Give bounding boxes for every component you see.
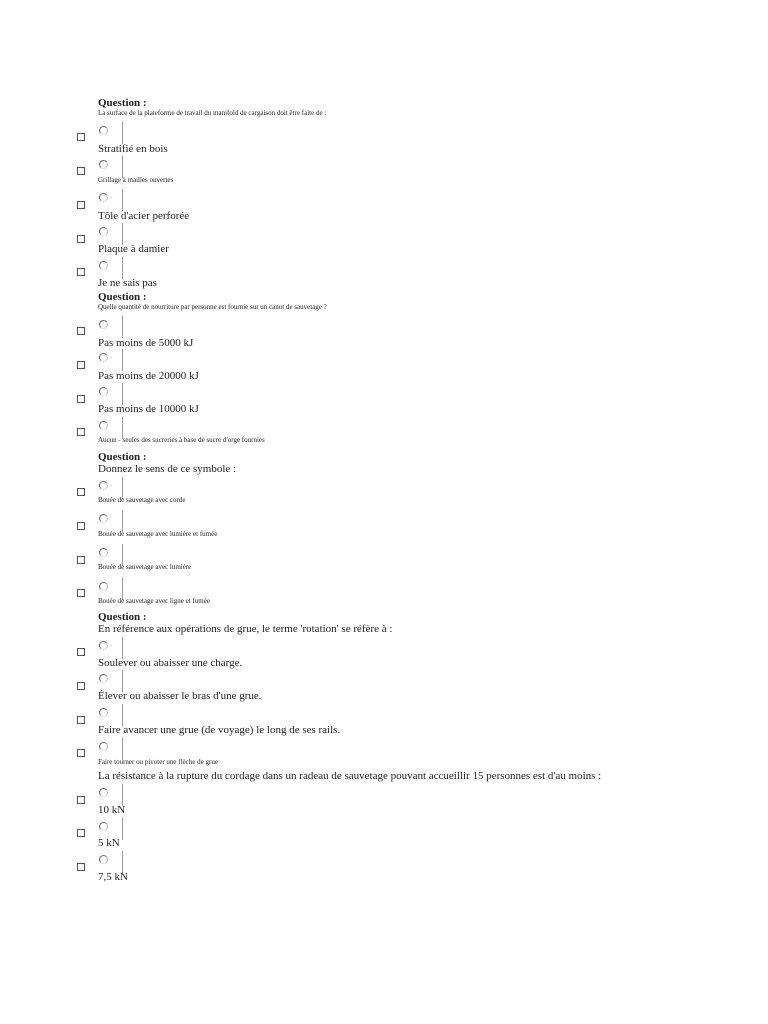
question-5-option-3: 7,5 kN — [98, 871, 128, 883]
question-1-option-4: Plaque à damier — [98, 243, 169, 255]
option-checkbox[interactable] — [77, 488, 85, 496]
option-divider — [122, 784, 123, 806]
option-checkbox[interactable] — [77, 829, 85, 837]
option-checkbox[interactable] — [77, 716, 85, 724]
radio-button[interactable] — [99, 193, 108, 202]
option-divider — [122, 704, 123, 726]
question-2-prompt: Quelle quantité de nourriture par personne est fournie sur un canot de sauvetage ? — [98, 303, 327, 311]
option-divider — [122, 349, 123, 371]
radio-button[interactable] — [99, 261, 108, 270]
question-1-option-2: Grillage à mailles ouvertes — [98, 176, 174, 184]
option-checkbox[interactable] — [77, 749, 85, 757]
option-checkbox[interactable] — [77, 268, 85, 276]
radio-button[interactable] — [99, 353, 108, 362]
question-3-prompt: Donnez le sens de ce symbole : — [98, 463, 237, 475]
option-divider — [122, 189, 123, 211]
option-checkbox[interactable] — [77, 648, 85, 656]
option-divider — [122, 851, 123, 873]
question-5-prompt: La résistance à la rupture du cordage dans un radeau de sauvetage pouvant accueillir 15 personnes est d'au moins : — [98, 770, 602, 782]
option-divider — [122, 223, 123, 245]
question-2-option-4: Aucun - seules des sucreries à base de sucre d'orge fournies — [98, 436, 265, 444]
radio-button[interactable] — [99, 387, 108, 396]
radio-button[interactable] — [99, 641, 108, 650]
question-2-label: Question : — [98, 291, 147, 303]
question-4-option-2: Élever ou abaisser le bras d'une grue. — [98, 690, 262, 702]
option-divider — [122, 637, 123, 659]
option-checkbox[interactable] — [77, 682, 85, 690]
question-4-option-3: Faire avancer une grue (de voyage) le long de ses rails. — [98, 724, 341, 736]
question-4-option-4: Faire tourner ou pivoter une flèche de grue — [98, 758, 218, 766]
radio-button[interactable] — [99, 421, 108, 430]
question-2-option-1: Pas moins de 5000 kJ — [98, 337, 194, 349]
option-checkbox[interactable] — [77, 167, 85, 175]
radio-button[interactable] — [99, 582, 108, 591]
option-divider — [122, 510, 123, 532]
option-divider — [122, 257, 123, 279]
option-checkbox[interactable] — [77, 556, 85, 564]
radio-button[interactable] — [99, 227, 108, 236]
radio-button[interactable] — [99, 855, 108, 864]
radio-button[interactable] — [99, 320, 108, 329]
option-checkbox[interactable] — [77, 201, 85, 209]
option-checkbox[interactable] — [77, 428, 85, 436]
question-1-label: Question : — [98, 97, 147, 109]
option-checkbox[interactable] — [77, 863, 85, 871]
radio-button[interactable] — [99, 481, 108, 490]
radio-button[interactable] — [99, 548, 108, 557]
option-divider — [122, 738, 123, 760]
option-checkbox[interactable] — [77, 361, 85, 369]
radio-button[interactable] — [99, 788, 108, 797]
radio-button[interactable] — [99, 514, 108, 523]
question-1-option-5: Je ne sais pas — [98, 277, 157, 289]
radio-button[interactable] — [99, 742, 108, 751]
radio-button[interactable] — [99, 708, 108, 717]
question-3-option-1: Bouée de sauvetage avec corde — [98, 496, 186, 504]
option-checkbox[interactable] — [77, 589, 85, 597]
question-3-option-2: Bouée de sauvetage avec lumière et fumée — [98, 530, 218, 538]
option-divider — [122, 156, 123, 178]
option-checkbox[interactable] — [77, 796, 85, 804]
question-1-option-1: Stratifié en bois — [98, 143, 168, 155]
question-2-option-2: Pas moins de 20000 kJ — [98, 370, 199, 382]
question-2-option-3: Pas moins de 10000 kJ — [98, 403, 199, 415]
option-checkbox[interactable] — [77, 235, 85, 243]
radio-button[interactable] — [99, 822, 108, 831]
radio-button[interactable] — [99, 674, 108, 683]
option-divider — [122, 316, 123, 338]
question-5-option-2: 5 kN — [98, 837, 120, 849]
option-checkbox[interactable] — [77, 133, 85, 141]
radio-button[interactable] — [99, 126, 108, 135]
option-checkbox[interactable] — [77, 522, 85, 530]
option-divider — [122, 670, 123, 692]
option-divider — [122, 383, 123, 405]
option-divider — [122, 818, 123, 840]
question-3-option-4: Bouée de sauvetage avec ligne et fumée — [98, 597, 210, 605]
question-4-prompt: En référence aux opérations de grue, le terme 'rotation' se réfère à : — [98, 623, 393, 635]
option-checkbox[interactable] — [77, 395, 85, 403]
question-4-option-1: Soulever ou abaisser une charge. — [98, 657, 243, 669]
question-1-option-3: Tôle d'acier perforée — [98, 210, 190, 222]
radio-button[interactable] — [99, 160, 108, 169]
question-1-prompt: La surface de la plateforme de travail du manifold de cargaison doit être faite de : — [98, 109, 327, 117]
option-checkbox[interactable] — [77, 327, 85, 335]
question-4-label: Question : — [98, 611, 147, 623]
question-5-option-1: 10 kN — [98, 804, 126, 816]
option-divider — [122, 122, 123, 144]
question-3-label: Question : — [98, 451, 147, 463]
question-3-option-3: Bouée de sauvetage avec lumière — [98, 563, 192, 571]
